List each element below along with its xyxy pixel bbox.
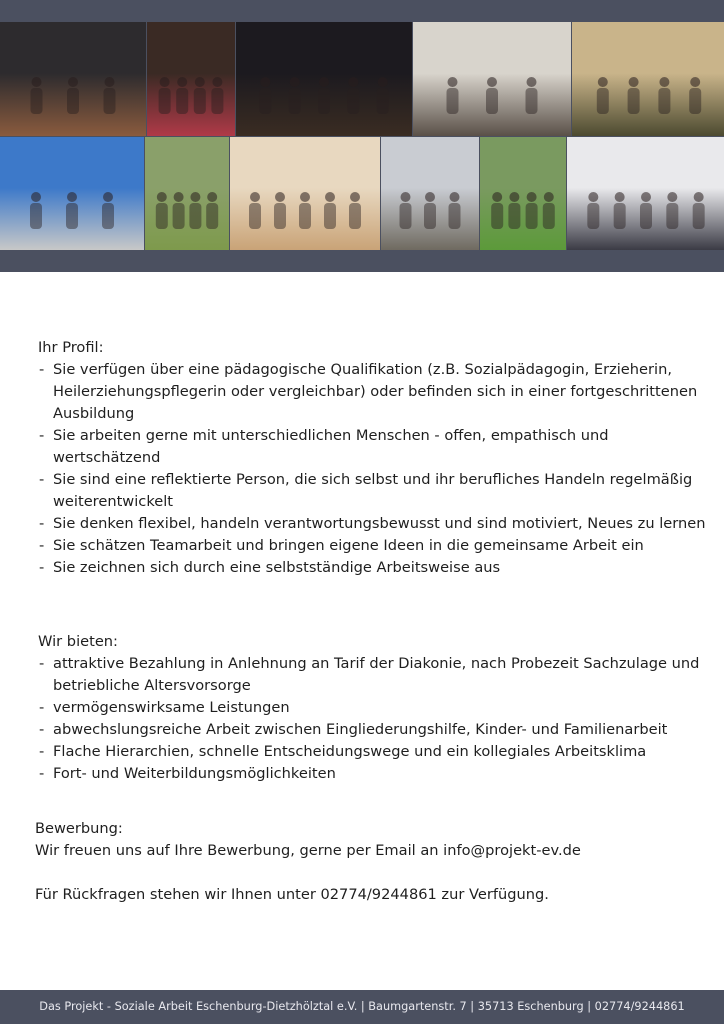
list-item: - Fort- und Weiterbildungsmöglichkeiten: [38, 763, 708, 785]
offer-section: [38, 631, 708, 785]
team-portrait-photo-icon: [567, 137, 724, 250]
group-photo-hall-icon: [0, 22, 146, 136]
list-item: - Sie denken flexibel, handeln verantwortungsbewusst und sind motiviert, Neues zu lernen: [38, 513, 708, 535]
list-item: - abwechslungsreiche Arbeit zwischen Eingliederungshilfe, Kinder- und Familienarbeit: [38, 719, 708, 741]
application-text: Wir freuen uns auf Ihre Bewerbung, gerne per Email an info@projekt-ev.de: [35, 842, 581, 859]
lawn-game-photo-icon: [480, 137, 566, 250]
offer-title: Wir bieten:: [38, 633, 118, 650]
offer-list: [38, 653, 708, 785]
list-item: - Sie zeichnen sich durch eine selbstständige Arbeitsweise aus: [38, 557, 708, 579]
photo-row-bottom: [0, 137, 724, 250]
building-exterior-photo-icon: [0, 137, 144, 250]
application-section: [35, 818, 705, 862]
profile-list: [38, 359, 708, 579]
list-item: - vermögenswirksame Leistungen: [38, 697, 708, 719]
castle-ruin-photo-icon: [381, 137, 479, 250]
profile-section: [38, 337, 708, 579]
list-item: - Sie schätzen Teamarbeit und bringen eigene Ideen in die gemeinsame Arbeit ein: [38, 535, 708, 557]
sunset-landscape-photo-icon: [572, 22, 724, 136]
list-item: - Sie sind eine reflektierte Person, die sich selbst und ihr berufliches Handeln regelmäßig weiterentwickelt: [38, 469, 708, 513]
photo-row-top: [0, 22, 724, 136]
seminar-room-photo-icon: [413, 22, 571, 136]
photo-collage-header: [0, 0, 724, 272]
list-item: - Flache Hierarchien, schnelle Entscheidungswege und ein kollegiales Arbeitsklima: [38, 741, 708, 763]
application-title: Bewerbung:: [35, 820, 123, 837]
contact-note: Für Rückfragen stehen wir Ihnen unter 02774/9244861 zur Verfügung.: [35, 886, 549, 903]
profile-title: Ihr Profil:: [38, 339, 104, 356]
presentation-stage-photo-icon: [236, 22, 412, 136]
footer-bar: Das Projekt - Soziale Arbeit Eschenburg-Dietzhölztal e.V. | Baumgartenstr. 7 | 35713 Eschenburg | 02774/9244861: [0, 990, 724, 1024]
garden-kids-photo-icon: [145, 137, 229, 250]
list-item: - Sie arbeiten gerne mit unterschiedlichen Menschen - offen, empathisch und wertschätzend: [38, 425, 708, 469]
list-item: - attraktive Bezahlung in Anlehnung an Tarif der Diakonie, nach Probezeit Sachzulage und betriebliche Altersvorsorge: [38, 653, 708, 697]
festive-table-photo-icon: [147, 22, 235, 136]
workshop-room-photo-icon: [230, 137, 380, 250]
list-item: - Sie verfügen über eine pädagogische Qualifikation (z.B. Sozialpädagogin, Erzieherin, Heilerziehungspflegerin oder vergleichbar) oder befinden sich in einer fortgeschrittenen Ausbildung: [38, 359, 708, 425]
